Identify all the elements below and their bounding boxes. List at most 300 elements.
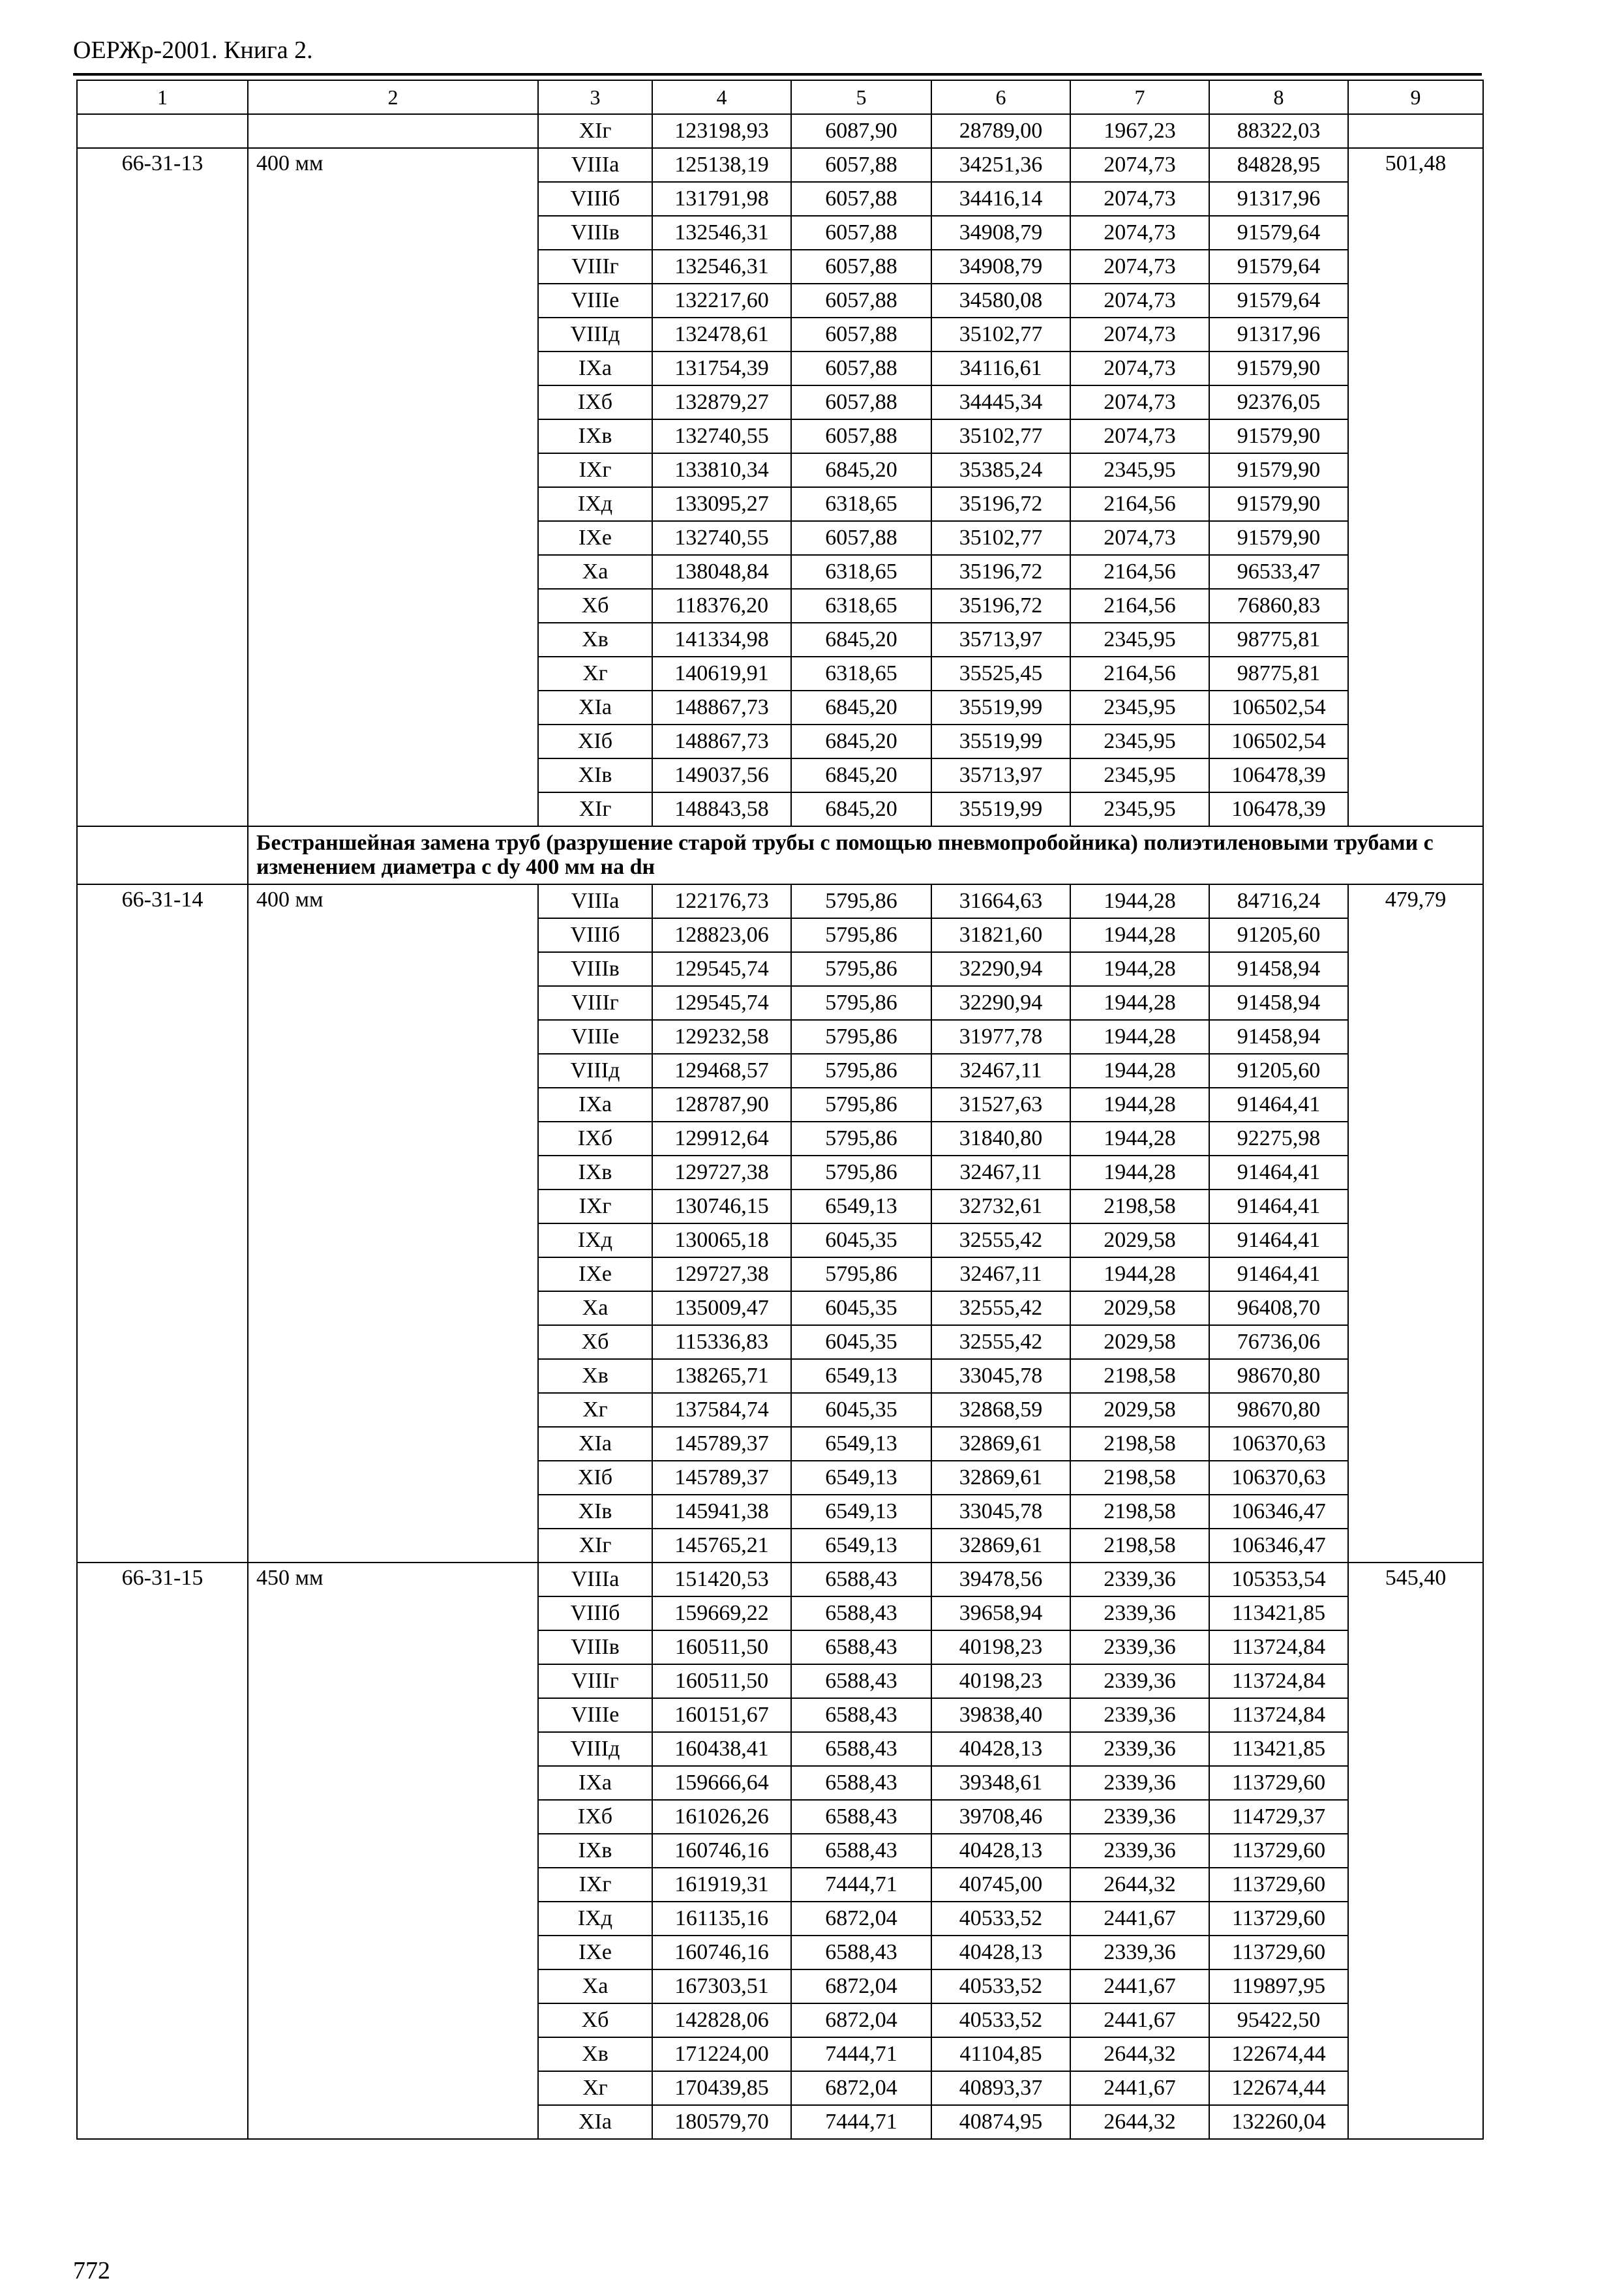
table-cell: 171224,00 xyxy=(652,2037,791,2071)
table-cell: 2029,58 xyxy=(1070,1223,1209,1257)
table-cell: 40198,23 xyxy=(931,1664,1070,1698)
value9-cell: 501,48 xyxy=(1348,148,1483,826)
table-cell: 6057,88 xyxy=(791,318,931,352)
table-cell: Xв xyxy=(538,623,652,657)
table-cell: 2198,58 xyxy=(1070,1359,1209,1393)
table-cell: 40745,00 xyxy=(931,1868,1070,1902)
table-cell: 6549,13 xyxy=(791,1189,931,1223)
table-cell: 6588,43 xyxy=(791,1834,931,1868)
table-cell: 1967,23 xyxy=(1070,114,1209,148)
table-cell: 35102,77 xyxy=(931,318,1070,352)
table-cell: 142828,06 xyxy=(652,2003,791,2037)
table-cell: 91579,64 xyxy=(1209,284,1348,318)
table-cell: 6845,20 xyxy=(791,453,931,487)
table-cell: 35519,99 xyxy=(931,792,1070,826)
column-header: 6 xyxy=(931,80,1070,114)
table-cell: 6872,04 xyxy=(791,2071,931,2105)
table-cell: 32467,11 xyxy=(931,1156,1070,1189)
table-cell: 160746,16 xyxy=(652,1834,791,1868)
table-cell: 2441,67 xyxy=(1070,1969,1209,2003)
table-cell: 1944,28 xyxy=(1070,1054,1209,1088)
table-cell: 91579,64 xyxy=(1209,216,1348,250)
price-table xyxy=(76,80,1484,2140)
code-cell: 66-31-14 xyxy=(77,884,248,1563)
table-cell: 2074,73 xyxy=(1070,250,1209,284)
size-cell xyxy=(248,114,538,148)
table-cell: XIв xyxy=(538,758,652,792)
table-cell: 6845,20 xyxy=(791,691,931,725)
table-cell: 1944,28 xyxy=(1070,918,1209,952)
table-cell: 91458,94 xyxy=(1209,1020,1348,1054)
table-cell: 2441,67 xyxy=(1070,2071,1209,2105)
table-cell: 6872,04 xyxy=(791,1969,931,2003)
table-cell: 40198,23 xyxy=(931,1630,1070,1664)
table-cell: 33045,78 xyxy=(931,1359,1070,1393)
table-cell: Xб xyxy=(538,1325,652,1359)
table-cell: 35385,24 xyxy=(931,453,1070,487)
table-cell: 7444,71 xyxy=(791,2105,931,2139)
table-cell: 113724,84 xyxy=(1209,1630,1348,1664)
table-cell: 6045,35 xyxy=(791,1291,931,1325)
table-cell: 39478,56 xyxy=(931,1563,1070,1596)
table-cell: VIIIг xyxy=(538,250,652,284)
code-cell: 66-31-13 xyxy=(77,148,248,826)
table-cell: 96408,70 xyxy=(1209,1291,1348,1325)
table-cell: VIIIа xyxy=(538,1563,652,1596)
table-cell: 31527,63 xyxy=(931,1088,1070,1122)
table-cell: 5795,86 xyxy=(791,1122,931,1156)
page-header-title: ОЕРЖр-2001. Книга 2. xyxy=(73,37,313,64)
table-cell: 40893,37 xyxy=(931,2071,1070,2105)
value9-cell xyxy=(1348,114,1483,148)
table-cell: 91579,90 xyxy=(1209,419,1348,453)
table-cell: 91579,90 xyxy=(1209,453,1348,487)
table-cell: 170439,85 xyxy=(652,2071,791,2105)
table-cell: 6588,43 xyxy=(791,1664,931,1698)
table-cell: 151420,53 xyxy=(652,1563,791,1596)
table-cell: 32868,59 xyxy=(931,1393,1070,1427)
table-cell: 148843,58 xyxy=(652,792,791,826)
table-cell: 132546,31 xyxy=(652,216,791,250)
table-cell: 40533,52 xyxy=(931,1902,1070,1936)
table-cell: 91464,41 xyxy=(1209,1223,1348,1257)
table-cell: 113729,60 xyxy=(1209,1766,1348,1800)
table-cell: 180579,70 xyxy=(652,2105,791,2139)
table-cell: 6318,65 xyxy=(791,589,931,623)
table-cell: 6549,13 xyxy=(791,1461,931,1495)
table-cell: 84828,95 xyxy=(1209,148,1348,182)
table-cell: 91579,64 xyxy=(1209,250,1348,284)
table-cell: Xв xyxy=(538,1359,652,1393)
table-cell: 106370,63 xyxy=(1209,1461,1348,1495)
table-cell: VIIIа xyxy=(538,148,652,182)
table-cell: 132879,27 xyxy=(652,385,791,419)
table-cell: 2441,67 xyxy=(1070,1902,1209,1936)
table-cell: 105353,54 xyxy=(1209,1563,1348,1596)
table-cell: 135009,47 xyxy=(652,1291,791,1325)
table-cell: 1944,28 xyxy=(1070,1122,1209,1156)
table-cell: IXг xyxy=(538,1868,652,1902)
table-cell: 130746,15 xyxy=(652,1189,791,1223)
table-cell: XIб xyxy=(538,725,652,758)
table-cell: 6588,43 xyxy=(791,1596,931,1630)
table-cell: 1944,28 xyxy=(1070,1020,1209,1054)
table-cell: VIIIв xyxy=(538,952,652,986)
table-cell: 32869,61 xyxy=(931,1427,1070,1461)
table-cell: VIIIе xyxy=(538,1020,652,1054)
table-cell: IXб xyxy=(538,1122,652,1156)
table-cell: 34416,14 xyxy=(931,182,1070,216)
table-cell: 5795,86 xyxy=(791,952,931,986)
table-cell: 2644,32 xyxy=(1070,2105,1209,2139)
table-cell: 161135,16 xyxy=(652,1902,791,1936)
table-cell: 2198,58 xyxy=(1070,1461,1209,1495)
table-cell: 148867,73 xyxy=(652,691,791,725)
column-header: 9 xyxy=(1348,80,1483,114)
table-cell: 91579,90 xyxy=(1209,521,1348,555)
table-cell: 6549,13 xyxy=(791,1495,931,1529)
table-cell: Xг xyxy=(538,1393,652,1427)
table-cell: 2198,58 xyxy=(1070,1427,1209,1461)
table-cell: 39348,61 xyxy=(931,1766,1070,1800)
table-cell: 125138,19 xyxy=(652,148,791,182)
price-table-container xyxy=(76,80,1484,2140)
table-cell: Xб xyxy=(538,2003,652,2037)
table-cell: 40428,13 xyxy=(931,1936,1070,1969)
table-cell: 2029,58 xyxy=(1070,1325,1209,1359)
table-cell: VIIIд xyxy=(538,318,652,352)
table-cell: 6057,88 xyxy=(791,419,931,453)
table-cell: 32467,11 xyxy=(931,1257,1070,1291)
table-cell: 2339,36 xyxy=(1070,1563,1209,1596)
table-cell: 76860,83 xyxy=(1209,589,1348,623)
table-cell: IXб xyxy=(538,1800,652,1834)
table-cell: 129545,74 xyxy=(652,952,791,986)
table-cell: 6845,20 xyxy=(791,623,931,657)
table-cell: 6588,43 xyxy=(791,1698,931,1732)
table-cell: 6057,88 xyxy=(791,182,931,216)
table-cell: 2074,73 xyxy=(1070,148,1209,182)
column-header: 7 xyxy=(1070,80,1209,114)
table-cell: 133810,34 xyxy=(652,453,791,487)
table-cell: 6588,43 xyxy=(791,1630,931,1664)
table-cell: 128823,06 xyxy=(652,918,791,952)
table-cell: 5795,86 xyxy=(791,1054,931,1088)
table-cell: 6588,43 xyxy=(791,1800,931,1834)
table-cell: 2074,73 xyxy=(1070,385,1209,419)
column-header: 5 xyxy=(791,80,931,114)
table-cell: VIIIе xyxy=(538,284,652,318)
table-cell: 34908,79 xyxy=(931,216,1070,250)
table-cell: 122674,44 xyxy=(1209,2071,1348,2105)
table-cell: 2198,58 xyxy=(1070,1189,1209,1223)
table-cell: 35196,72 xyxy=(931,487,1070,521)
table-cell: 6318,65 xyxy=(791,657,931,691)
table-cell: 32555,42 xyxy=(931,1291,1070,1325)
table-cell: 2644,32 xyxy=(1070,1868,1209,1902)
table-cell: 123198,93 xyxy=(652,114,791,148)
table-cell: 32732,61 xyxy=(931,1189,1070,1223)
table-cell: 32290,94 xyxy=(931,952,1070,986)
table-cell: 91205,60 xyxy=(1209,1054,1348,1088)
table-cell: 113729,60 xyxy=(1209,1936,1348,1969)
table-cell: 39708,46 xyxy=(931,1800,1070,1834)
table-cell: 2345,95 xyxy=(1070,758,1209,792)
column-header-row xyxy=(77,80,1483,114)
table-cell: 34908,79 xyxy=(931,250,1070,284)
table-cell: IXа xyxy=(538,1088,652,1122)
table-cell: IXв xyxy=(538,419,652,453)
table-cell: 129545,74 xyxy=(652,986,791,1020)
table-cell: 6045,35 xyxy=(791,1393,931,1427)
table-cell: 6588,43 xyxy=(791,1732,931,1766)
table-cell: 33045,78 xyxy=(931,1495,1070,1529)
table-cell: 2074,73 xyxy=(1070,284,1209,318)
table-cell: 106346,47 xyxy=(1209,1529,1348,1563)
table-cell: VIIIа xyxy=(538,884,652,918)
table-cell: 2345,95 xyxy=(1070,792,1209,826)
table-cell: XIа xyxy=(538,1427,652,1461)
table-cell: 145789,37 xyxy=(652,1461,791,1495)
table-cell: 1944,28 xyxy=(1070,1156,1209,1189)
table-cell: 40533,52 xyxy=(931,1969,1070,2003)
table-cell: 2164,56 xyxy=(1070,555,1209,589)
table-cell: 1944,28 xyxy=(1070,1257,1209,1291)
table-cell: 2339,36 xyxy=(1070,1834,1209,1868)
table-cell: 31977,78 xyxy=(931,1020,1070,1054)
table-cell: 132260,04 xyxy=(1209,2105,1348,2139)
table-cell: 6045,35 xyxy=(791,1325,931,1359)
table-cell: 2345,95 xyxy=(1070,623,1209,657)
table-cell: 1944,28 xyxy=(1070,986,1209,1020)
table-cell: 6845,20 xyxy=(791,792,931,826)
table-cell: 113729,60 xyxy=(1209,1834,1348,1868)
table-cell: 34116,61 xyxy=(931,352,1070,385)
table-cell: 2074,73 xyxy=(1070,521,1209,555)
table-cell: 91464,41 xyxy=(1209,1257,1348,1291)
table-cell: XIг xyxy=(538,792,652,826)
table-cell: 2074,73 xyxy=(1070,182,1209,216)
table-cell: 6588,43 xyxy=(791,1936,931,1969)
table-cell: Xв xyxy=(538,2037,652,2071)
table-cell: VIIIб xyxy=(538,1596,652,1630)
table-cell: 2164,56 xyxy=(1070,589,1209,623)
table-cell: VIIIд xyxy=(538,1732,652,1766)
table-cell: 28789,00 xyxy=(931,114,1070,148)
table-cell: Xа xyxy=(538,555,652,589)
table-cell: 98775,81 xyxy=(1209,657,1348,691)
table-cell: 106478,39 xyxy=(1209,792,1348,826)
table-cell: VIIIб xyxy=(538,182,652,216)
table-cell: 1944,28 xyxy=(1070,884,1209,918)
table-cell: 91317,96 xyxy=(1209,182,1348,216)
table-cell: 129912,64 xyxy=(652,1122,791,1156)
table-cell: 91579,90 xyxy=(1209,487,1348,521)
table-cell: 34580,08 xyxy=(931,284,1070,318)
table-cell: 159669,22 xyxy=(652,1596,791,1630)
table-cell: IXб xyxy=(538,385,652,419)
table-cell: 2074,73 xyxy=(1070,352,1209,385)
value9-cell: 479,79 xyxy=(1348,884,1483,1563)
table-cell: IXг xyxy=(538,453,652,487)
table-cell: 5795,86 xyxy=(791,918,931,952)
table-cell: 138265,71 xyxy=(652,1359,791,1393)
code-cell xyxy=(77,114,248,148)
table-cell: 113724,84 xyxy=(1209,1698,1348,1732)
table-cell: 2029,58 xyxy=(1070,1393,1209,1427)
table-cell: VIIIб xyxy=(538,918,652,952)
table-cell: XIг xyxy=(538,1529,652,1563)
table-cell: Xг xyxy=(538,2071,652,2105)
page-number: 772 xyxy=(73,2257,110,2284)
header-rule xyxy=(73,73,1482,76)
table-cell: 5795,86 xyxy=(791,1088,931,1122)
column-header: 2 xyxy=(248,80,538,114)
table-cell: 91464,41 xyxy=(1209,1156,1348,1189)
table-cell: 113421,85 xyxy=(1209,1732,1348,1766)
table-row xyxy=(77,148,1483,182)
table-cell: 159666,64 xyxy=(652,1766,791,1800)
section-empty-cell xyxy=(77,826,248,884)
table-cell: 2198,58 xyxy=(1070,1529,1209,1563)
table-cell: 2029,58 xyxy=(1070,1291,1209,1325)
table-cell: 106502,54 xyxy=(1209,691,1348,725)
table-cell: XIа xyxy=(538,691,652,725)
table-cell: 6549,13 xyxy=(791,1529,931,1563)
table-cell: 35102,77 xyxy=(931,521,1070,555)
table-cell: 132740,55 xyxy=(652,419,791,453)
table-cell: 32869,61 xyxy=(931,1461,1070,1495)
column-header: 8 xyxy=(1209,80,1348,114)
table-cell: 122176,73 xyxy=(652,884,791,918)
table-cell: 113729,60 xyxy=(1209,1902,1348,1936)
table-cell: IXг xyxy=(538,1189,652,1223)
table-cell: IXв xyxy=(538,1156,652,1189)
table-cell: 5795,86 xyxy=(791,986,931,1020)
table-cell: 91464,41 xyxy=(1209,1088,1348,1122)
table-cell: 31821,60 xyxy=(931,918,1070,952)
table-body xyxy=(77,80,1483,2139)
table-cell: 129727,38 xyxy=(652,1156,791,1189)
table-cell: 31840,80 xyxy=(931,1122,1070,1156)
table-cell: 2339,36 xyxy=(1070,1766,1209,1800)
table-cell: 6588,43 xyxy=(791,1766,931,1800)
table-cell: 92376,05 xyxy=(1209,385,1348,419)
table-cell: 161919,31 xyxy=(652,1868,791,1902)
table-cell: 106346,47 xyxy=(1209,1495,1348,1529)
table-cell: 32555,42 xyxy=(931,1325,1070,1359)
table-cell: 2164,56 xyxy=(1070,487,1209,521)
table-cell: 5795,86 xyxy=(791,884,931,918)
table-cell: Xа xyxy=(538,1969,652,2003)
table-cell: 35519,99 xyxy=(931,691,1070,725)
table-cell: 35196,72 xyxy=(931,589,1070,623)
table-cell: 32555,42 xyxy=(931,1223,1070,1257)
table-cell: 145789,37 xyxy=(652,1427,791,1461)
table-cell: 119897,95 xyxy=(1209,1969,1348,2003)
table-cell: 2345,95 xyxy=(1070,725,1209,758)
table-cell: 6057,88 xyxy=(791,250,931,284)
table-cell: 34445,34 xyxy=(931,385,1070,419)
table-cell: 6087,90 xyxy=(791,114,931,148)
table-cell: 132546,31 xyxy=(652,250,791,284)
table-cell: 2339,36 xyxy=(1070,1800,1209,1834)
table-cell: 76736,06 xyxy=(1209,1325,1348,1359)
table-cell: 6318,65 xyxy=(791,555,931,589)
table-cell: 129727,38 xyxy=(652,1257,791,1291)
table-cell: 122674,44 xyxy=(1209,2037,1348,2071)
table-cell: 141334,98 xyxy=(652,623,791,657)
table-cell: 118376,20 xyxy=(652,589,791,623)
table-row xyxy=(77,884,1483,918)
table-cell: IXа xyxy=(538,1766,652,1800)
table-cell: IXв xyxy=(538,1834,652,1868)
table-cell: 34251,36 xyxy=(931,148,1070,182)
table-cell: 160151,67 xyxy=(652,1698,791,1732)
column-header: 4 xyxy=(652,80,791,114)
table-cell: 6057,88 xyxy=(791,284,931,318)
table-cell: 138048,84 xyxy=(652,555,791,589)
table-cell: 31664,63 xyxy=(931,884,1070,918)
table-cell: 7444,71 xyxy=(791,2037,931,2071)
table-cell: IXд xyxy=(538,487,652,521)
table-cell: 2339,36 xyxy=(1070,1630,1209,1664)
table-cell: 161026,26 xyxy=(652,1800,791,1834)
table-cell: 1944,28 xyxy=(1070,952,1209,986)
table-cell: 6588,43 xyxy=(791,1563,931,1596)
table-cell: 2339,36 xyxy=(1070,1698,1209,1732)
table-cell: 128787,90 xyxy=(652,1088,791,1122)
table-cell: VIIIг xyxy=(538,986,652,1020)
table-row xyxy=(77,1563,1483,1596)
table-cell: Xг xyxy=(538,657,652,691)
table-cell: 2164,56 xyxy=(1070,657,1209,691)
table-cell: 91464,41 xyxy=(1209,1189,1348,1223)
table-cell: 91458,94 xyxy=(1209,952,1348,986)
table-cell: 91579,90 xyxy=(1209,352,1348,385)
table-cell: IXе xyxy=(538,521,652,555)
table-cell: IXд xyxy=(538,1902,652,1936)
table-cell: 6045,35 xyxy=(791,1223,931,1257)
table-cell: 167303,51 xyxy=(652,1969,791,2003)
section-row xyxy=(77,826,1483,884)
table-cell: 160438,41 xyxy=(652,1732,791,1766)
table-cell: 35196,72 xyxy=(931,555,1070,589)
table-cell: 2339,36 xyxy=(1070,1732,1209,1766)
table-cell: 35713,97 xyxy=(931,623,1070,657)
table-cell: 148867,73 xyxy=(652,725,791,758)
table-cell: 2339,36 xyxy=(1070,1664,1209,1698)
table-cell: 1944,28 xyxy=(1070,1088,1209,1122)
table-cell: 6057,88 xyxy=(791,148,931,182)
table-cell: 133095,27 xyxy=(652,487,791,521)
table-cell: 129468,57 xyxy=(652,1054,791,1088)
table-cell: 106370,63 xyxy=(1209,1427,1348,1461)
table-cell: 114729,37 xyxy=(1209,1800,1348,1834)
table-cell: 95422,50 xyxy=(1209,2003,1348,2037)
size-cell: 400 мм xyxy=(248,884,538,1563)
table-cell: 35525,45 xyxy=(931,657,1070,691)
table-cell: 39658,94 xyxy=(931,1596,1070,1630)
table-cell: 91458,94 xyxy=(1209,986,1348,1020)
table-cell: 7444,71 xyxy=(791,1868,931,1902)
table-cell: 160746,16 xyxy=(652,1936,791,1969)
table-cell: 6318,65 xyxy=(791,487,931,521)
table-cell: 160511,50 xyxy=(652,1664,791,1698)
table-cell: 5795,86 xyxy=(791,1020,931,1054)
table-cell: 115336,83 xyxy=(652,1325,791,1359)
column-header: 3 xyxy=(538,80,652,114)
